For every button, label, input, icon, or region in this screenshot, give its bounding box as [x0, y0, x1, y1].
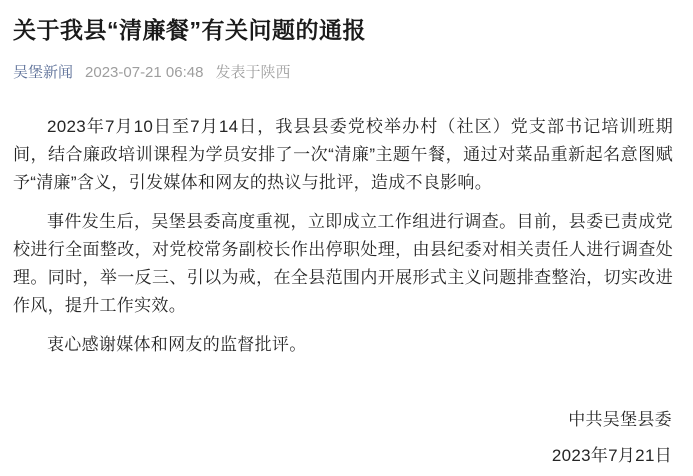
article-title: 关于我县“清廉餐”有关问题的通报 [13, 17, 366, 43]
signature-date: 2023年7月21日 [551, 446, 672, 465]
signature-org: 中共吴堡县委 [568, 410, 672, 429]
publish-location: 发表于陕西 [215, 64, 291, 81]
paragraph: 2023年7月10日至7月14日，我县县委党校举办村（社区）党支部书记培训班期间，结合廉政培训课程为学员安排了一次“清廉”主题午餐，通过对菜品重新起名意图赋予“清廉”含义，引发媒体和网友的热议与批评，造成不良影响。 [13, 117, 673, 192]
paragraph: 事件发生后，吴堡县委高度重视，立即成立工作组进行调查。目前，县委已责成党校进行全面整改，对党校常务副校长作出停职处理，由县纪委对相关责任人进行调查处理。同时，举一反三、引以为戒，在全县范围内开展形式主义问题排查整治，切实改进作风，提升工作实效。 [13, 212, 673, 315]
publish-timestamp: 2023-07-21 06:48 [85, 64, 204, 81]
article-body [13, 113, 673, 470]
byline [13, 63, 673, 83]
account-name-link[interactable]: 吴堡新闻 [13, 64, 74, 81]
signature-block [13, 406, 673, 470]
paragraph: 衷心感谢媒体和网友的监督批评。 [47, 335, 307, 354]
